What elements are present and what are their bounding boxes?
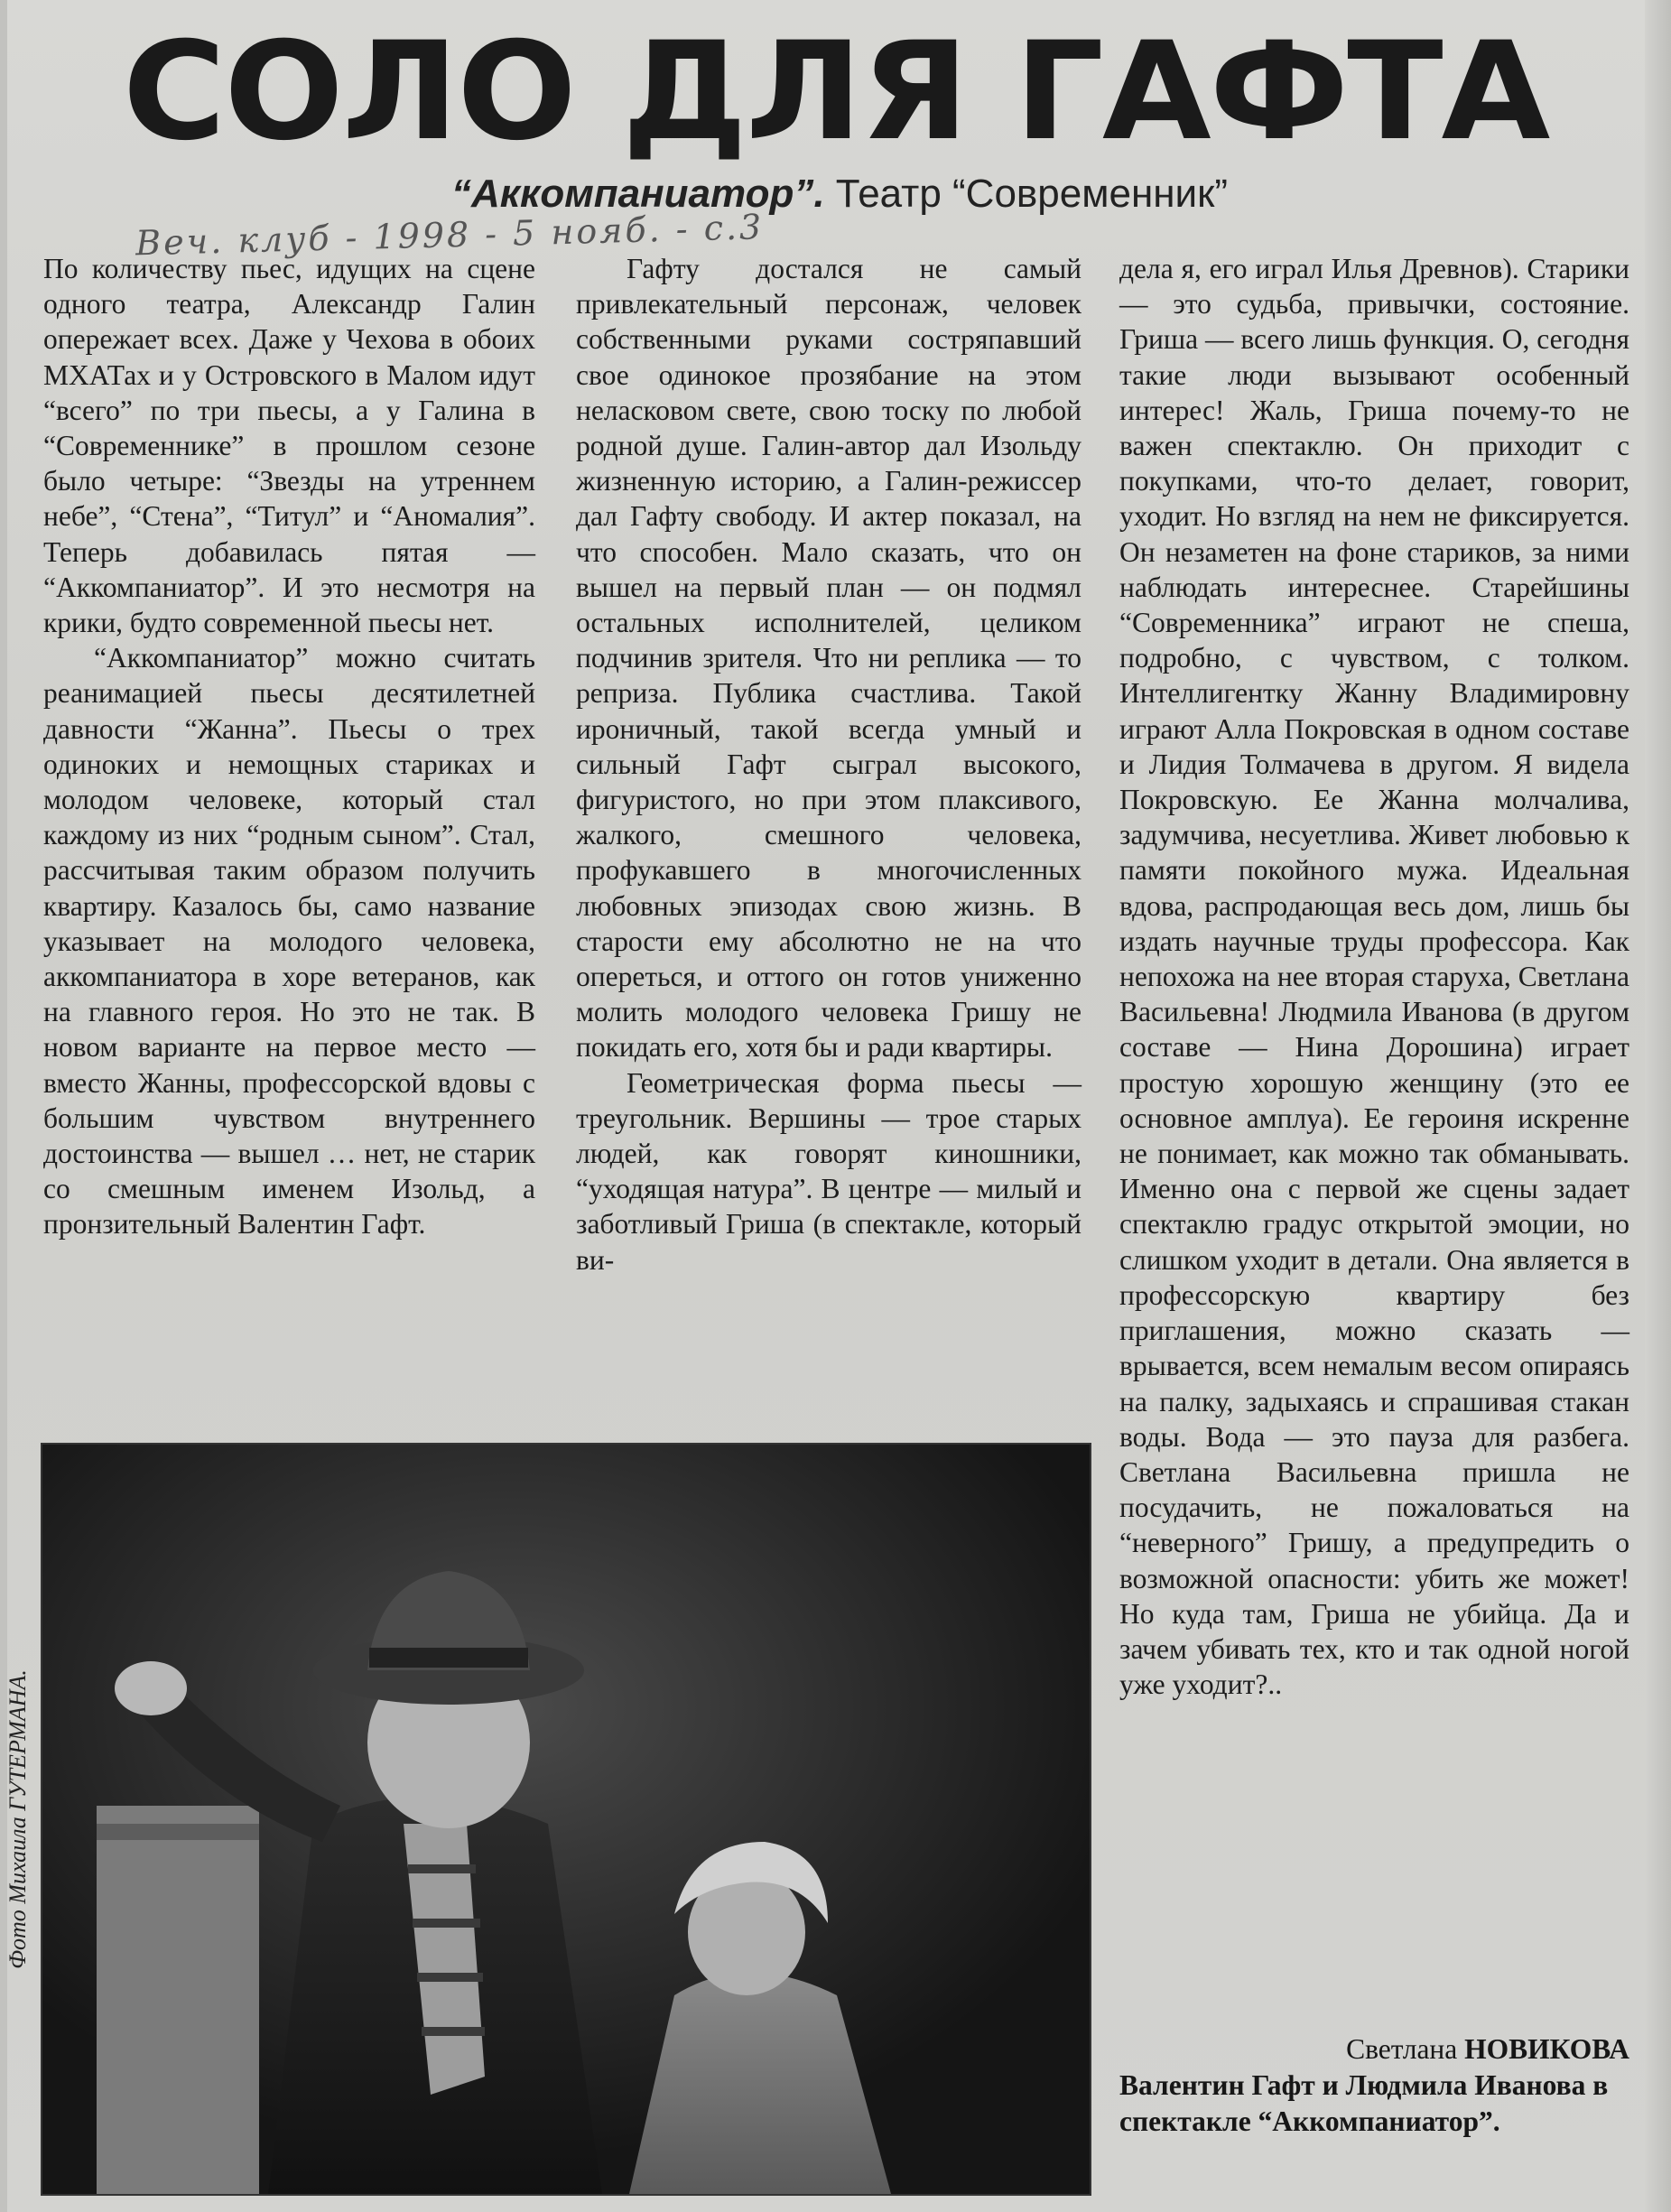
article-column-3 [1119,251,1629,1702]
man-hat-band [369,1648,528,1668]
paragraph: По количеству пьес, идущих на сцене одного театра, Александр Галин опережает всех. Даже у Чехова в обоих МХАТах и у Островского в Малом идут “всего” по три пьесы, а у Галина в “Современнике” в прошлом сезоне было четыре: “Звезды на утреннем небе”, “Стена”, “Титул” и “Аномалия”. Теперь добавилась пятая — “Аккомпаниатор”. И это несмотря на крики, будто современной пьесы нет. [43,253,535,639]
article-column-1 [43,251,535,1242]
paragraph: “Аккомпаниатор” можно считать реанимацией пьесы десятилетней давности “Жанна”. Пьесы о трех одиноких и немощных стариках и молодом человеке, который стал каждому из них “родным сыном”. Стал, рассчитывая таким образом получить квартиру. Казалось бы, само название указывает на молодого человека, аккомпаниатора в хоре ветеранов, как на главного героя. Но это не так. В новом варианте на первое место — вместо Жанны, профессорской вдовы с большим чувством внутреннего достоинства — вышел … нет, не старик со смешным именем Изольд, а пронзительный Валентин Гафт. [43,642,535,1241]
article-column-2 [576,251,1082,1278]
paragraph: Гафту достался не самый привлекательный персонаж, человек собственными руками состряпавший свое одинокое прозябание на этом неласковом свете, свою тоску по любой родной душе. Галин-автор дал Изольду жизненную историю, а Галин-режиссер дал Гафту свободу. И актер показал, на что способен. Мало сказать, что он вышел на первый план — он подмял остальных исполнителей, целиком подчинив зрителя. Что ни реплика — то реприза. Публика счастлива. Такой ироничный, такой всегда умный и сильный Гафт сыграл высокого, фигуристого, но при этом плаксивого, жалкого, смешного человека, профукавшего в многочисленных любовных эпизодах свою жизнь. В старости ему абсолютно не на что опереться, и оттого он готов униженно молить молодого человека Гришу не покидать его, хотя бы и ради квартиры. [576,253,1082,1064]
photo-credit [0,1445,36,2194]
play-title: “Аккомпаниатор”. [450,172,825,216]
set-panel-edge [97,1824,259,1840]
headline: СОЛО ДЛЯ ГАФТА [122,14,1549,171]
paragraph: Геометрическая форма пьесы — треугольник. Вершины — трое старых людей, как говорят киношники, “уходящая натура”. В центре — милый и заботливый Гриша (в спектакле, который ви- [576,1066,1082,1276]
photo-credit-text: Фото Михаила ГУТЕРМАНА. [5,1669,31,1969]
set-panel [97,1806,259,2194]
man-hand [115,1661,187,1715]
paragraph: дела я, его играл Илья Древнов). Старики — это судьба, привычки, состояние. Гриша — всего лишь функция. О, сегодня такие люди вызывают особенный интерес! Жаль, Гриша почему-то не важен спектаклю. Он приходит с покупками, что-то делает, говорит, уходит. Но взгляд на нем не фиксируется. Он незаметен на фоне стариков, за ними наблюдать интереснее. Старейшины “Современника” играют не спеша, подробно, с чувством, с толком. Интеллигентку Жанну Владимировну играют Алла Покровская в одном составе и Лидия Толмачева в другом. Я видела Покровскую. Ее Жанна молчалива, задумчива, несуетлива. Живет любовью к памяти покойного мужа. Идеальная вдова, распродающая весь дом, лишь бы издать научные труды профессора. Как непохожа на нее вторая старуха, Светлана Васильевна! Людмила Иванова (в другом составе — Нина Дорошина) играет простую хорошую женщину (это ее основное амплуа). Ее героиня искренне не понимает, как можно так обманывать. Именно она с первой же сцены задает спектаклю градус открытой эмоции, но слишком уходит в детали. Она является в профессорскую квартиру без приглашения, можно сказать — врывается, всем немалым весом опираясь на палку, задыхаясь и спрашивая стакан воды. Вода — это пауза для разбега. Светлана Васильевна пришла не посудачить, не пожаловаться на “неверного” Гришу, а предупредить о возможной опасности: убить же может! Но куда там, Гриша не убийца. Да и зачем убивать тех, кто и так одной ногой уже уходит?.. [1119,253,1629,1701]
page-edge-right [1645,0,1671,2212]
stage-photo-illustration [42,1445,1090,2194]
handwritten-note: Веч. клуб - 1998 - 5 нояб. - с.3 [135,207,765,264]
photo-caption: Валентин Гафт и Людмила Иванова в спектакле “Аккомпаниатор”. [1119,2069,1609,2137]
author-surname: НОВИКОВА [1464,2033,1629,2065]
author-first-name: Светлана [1346,2033,1458,2065]
byline [1119,2031,1629,2068]
theater-name: Театр “Современник” [835,172,1229,216]
stage-photo [41,1443,1091,2196]
